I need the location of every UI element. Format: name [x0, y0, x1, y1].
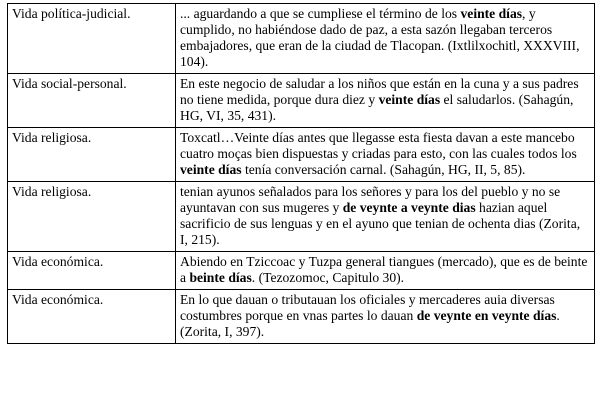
quote-text: el saludarlos. (Sahagún, HG, VI, 35, 431).	[180, 92, 574, 123]
quote-text: , y cumplido, no habiéndose dado de paz, a esta sazón llegaban terceros embajadores, que eran de la ciudad de Tlacopan. (Ixtlilxochitl, XXXVIII, 104).	[180, 6, 580, 69]
quote-cell	[176, 74, 595, 128]
quote-text: En este negocio de saludar a los niños que están en la cuna y a sus padres no tiene medida, porque dura diez y	[180, 76, 579, 107]
citation-table	[7, 3, 595, 344]
quote-cell	[176, 252, 595, 290]
quote-cell	[176, 4, 595, 74]
table-row	[8, 252, 595, 290]
quote-text: Abiendo en Tziccoac y Tuzpa general tiangues (mercado), que es de beinte a	[180, 254, 588, 285]
category-cell: Vida social-personal.	[8, 74, 176, 128]
table-row	[8, 182, 595, 252]
quote-emphasis: veinte días	[460, 6, 523, 21]
quote-cell	[176, 182, 595, 252]
category-cell: Vida económica.	[8, 252, 176, 290]
quote-text: . (Tezozomoc, Capitulo 30).	[251, 270, 405, 285]
quote-text: tenian ayunos señalados para los señores y para los del pueblo y no se ayuntavan con sus mugeres y	[180, 184, 561, 215]
quote-text: hazian aquel sacrificio de sus lenguas y en el ayuno que tenian de ochenta dias (Zorita, I, 215).	[180, 200, 581, 247]
category-cell: Vida económica.	[8, 290, 176, 344]
table-row	[8, 290, 595, 344]
quote-emphasis: veinte días	[378, 92, 441, 107]
quote-text: ... aguardando a que se cumpliese el término de los	[180, 6, 461, 21]
quote-text: En lo que dauan o tributauan los oficiales y mercaderes auia diversas costumbres porque en vnas partes lo dauan	[180, 292, 555, 323]
quote-emphasis: veinte días	[180, 162, 242, 177]
table-row	[8, 4, 595, 74]
quote-emphasis: beinte días	[189, 270, 252, 285]
quote-text: tenía conversación carnal. (Sahagún, HG, II, 5, 85).	[241, 162, 526, 177]
table-row	[8, 128, 595, 182]
quote-cell	[176, 290, 595, 344]
quote-text: Toxcatl…Veinte días antes que llegasse esta fiesta davan a este mancebo cuatro moças bien dispuestas y criadas para esto, con las cuales todos los	[180, 130, 577, 161]
table-row	[8, 74, 595, 128]
category-cell: Vida religiosa.	[8, 182, 176, 252]
quote-emphasis: de veynte en veynte días	[416, 308, 557, 323]
quote-text: . (Zorita, I, 397).	[180, 308, 560, 339]
quote-cell	[176, 128, 595, 182]
category-cell: Vida política-judicial.	[8, 4, 176, 74]
document-page	[7, 3, 595, 344]
category-cell: Vida religiosa.	[8, 128, 176, 182]
quote-emphasis: de veynte a veynte dias	[342, 200, 476, 215]
